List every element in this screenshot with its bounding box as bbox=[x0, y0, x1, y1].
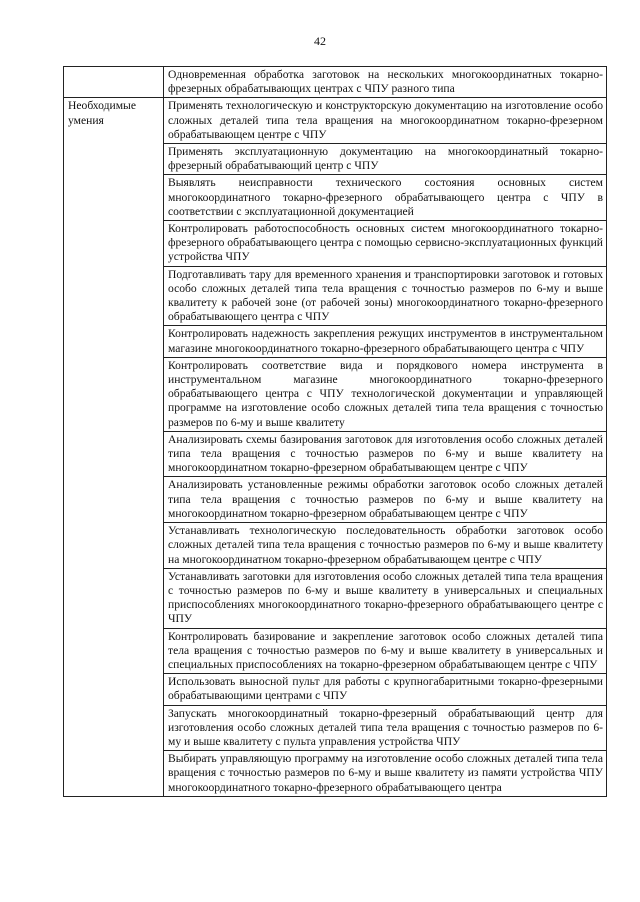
row-text-cell: Выбирать управляющую программу на изготовление особо сложных деталей типа тела вращения с точностью размеров по 6-му и выше квалитету из памяти устройства ЧПУ многокоординатного токарно-фрезерного обрабатывающего центра bbox=[164, 751, 607, 797]
requirements-table bbox=[63, 66, 607, 797]
row-text-cell: Выявлять неисправности технического состояния основных систем многокоординатного токарно-фрезерного обрабатывающего центра с ЧПУ в соответствии с эксплуатационной документацией bbox=[164, 175, 607, 221]
row-text-cell: Одновременная обработка заготовок на нескольких многокоординатных токарно-фрезерных обрабатывающих центрах с ЧПУ разного типа bbox=[164, 67, 607, 98]
row-text-cell: Контролировать работоспособность основных систем многокоординатного токарно-фрезерного обрабатывающего центра с помощью сервисно-эксплуатационных функций устройства ЧПУ bbox=[164, 221, 607, 267]
row-text-cell: Анализировать схемы базирования заготовок для изготовления особо сложных деталей типа тела вращения с точностью размеров по 6-му и выше квалитету на многокоординатном токарно-фрезерном обрабатывающем центре с ЧПУ bbox=[164, 431, 607, 477]
row-text-cell: Контролировать соответствие вида и порядкового номера инструмента в инструментальном магазине многокоординатного токарно-фрезерного обрабатывающего центра с ЧПУ технологической документации и управляющей программе на изготовление особо сложных деталей типа тела вращения с точностью размеров по 6-му и выше квалитету bbox=[164, 357, 607, 431]
row-text-cell: Анализировать установленные режимы обработки заготовок особо сложных деталей типа тела вращения с точностью размеров по 6-му и выше квалитету на многокоординатном токарно-фрезерном обрабатывающем центре с ЧПУ bbox=[164, 477, 607, 523]
row-text-cell: Подготавливать тару для временного хранения и транспортировки заготовок и готовых особо сложных деталей типа тела вращения с точностью размеров по 6-му и выше квалитету к рабочей зоне (от рабочей зоны) многокоординатного токарно-фрезерного обрабатывающего центра с ЧПУ bbox=[164, 266, 607, 326]
row-text-cell: Применять технологическую и конструкторскую документацию на изготовление особо сложных деталей типа тела вращения на многокоординатном токарно-фрезерном обрабатывающем центре с ЧПУ bbox=[164, 98, 607, 144]
row-text-cell: Применять эксплуатационную документацию на многокоординатный токарно-фрезерный обрабатывающий центр с ЧПУ bbox=[164, 144, 607, 175]
row-label-cell bbox=[64, 67, 164, 98]
table-body bbox=[64, 67, 607, 797]
row-text-cell: Использовать выносной пульт для работы с крупногабаритными токарно-фрезерными обрабатывающими центрами с ЧПУ bbox=[164, 674, 607, 705]
row-text-cell: Запускать многокоординатный токарно-фрезерный обрабатывающий центр для изготовления особо сложных деталей типа тела вращения с точностью размеров по 6-му и выше квалитету с пульта управления устройства ЧПУ bbox=[164, 705, 607, 751]
row-text-cell: Устанавливать технологическую последовательность обработки заготовок особо сложных деталей типа тела вращения с точностью размеров по 6-му и выше квалитету на многокоординатном токарно-фрезерном обрабатывающем центре с ЧПУ bbox=[164, 523, 607, 569]
table-row bbox=[64, 98, 607, 144]
row-label-cell: Необходимые умения bbox=[64, 98, 164, 796]
page-number: 42 bbox=[314, 34, 326, 48]
row-text-cell: Контролировать базирование и закрепление заготовок особо сложных деталей типа тела вращения с точностью размеров по 6-му и выше квалитету в универсальных и специальных приспособлениях на токарно-фрезерном обрабатывающем центре с ЧПУ bbox=[164, 628, 607, 674]
row-text-cell: Контролировать надежность закрепления режущих инструментов в инструментальном магазине многокоординатного токарно-фрезерного обрабатывающего центра с ЧПУ bbox=[164, 326, 607, 357]
table-row bbox=[64, 67, 607, 98]
row-text-cell: Устанавливать заготовки для изготовления особо сложных деталей типа тела вращения с точностью размеров по 6-му и выше квалитету в универсальных и специальных приспособлениях многокоординатного токарно-фрезерного обрабатывающего центре с ЧПУ bbox=[164, 568, 607, 628]
